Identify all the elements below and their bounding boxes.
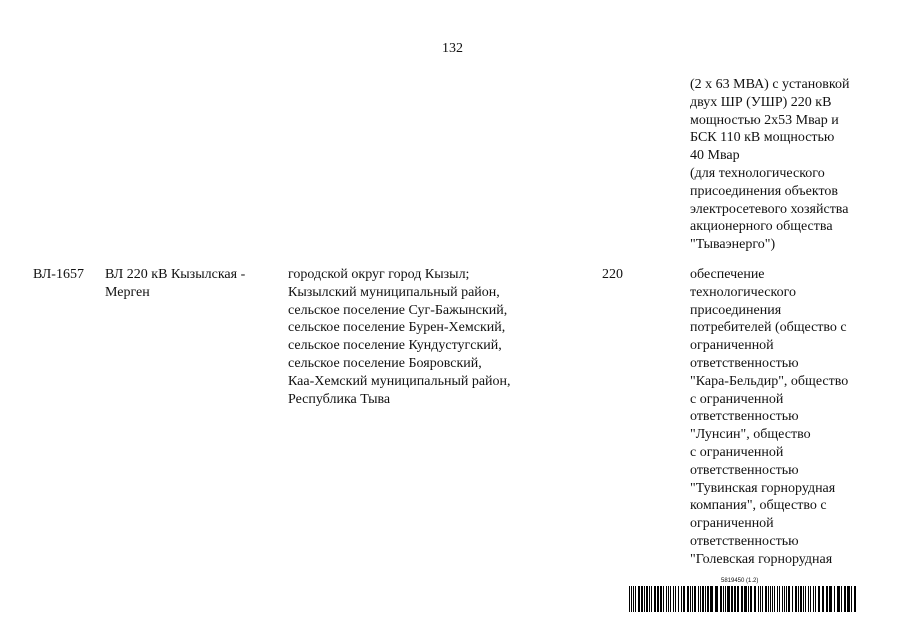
row-purpose-line: ответственностью [690,462,799,478]
row-voltage: 220 [602,267,623,282]
row-location-line: сельское поселение Бурен-Хемский, [288,320,506,336]
continued-description [690,76,880,254]
row-purpose-line: с ограниченной [690,444,784,460]
continued-description-line: мощностью 2х53 Мвар и [690,112,839,128]
barcode-bar [800,586,802,612]
continued-description-line: (2 x 63 МВА) с установкой [690,77,850,92]
barcode-bar [720,586,722,612]
barcode-bar [815,586,816,612]
barcode-bar [734,586,736,612]
barcode-bar [748,586,749,612]
barcode-bar [638,586,640,612]
barcode-bar [635,586,636,612]
barcode-bar [687,586,689,612]
row-purpose-line: ограниченной [690,338,774,354]
barcode-bar [844,586,846,612]
continued-description-line: двух ШР (УШР) 220 кВ [690,94,832,110]
barcode-bar [770,586,771,612]
barcode-bar [762,586,763,612]
barcode-bar [657,586,659,612]
row-location-line: сельское поселение Кундустугский, [288,338,502,354]
barcode-bar [758,586,759,612]
barcode-label: 5819450 (1.2) [721,578,759,584]
barcode-bar [668,586,669,612]
row-purpose-line: обеспечение [690,267,765,282]
barcode-bar [741,586,743,612]
row-purpose-line: "Голевская горнорудная [690,551,833,567]
barcode-bar [715,586,718,612]
row-purpose-line: ответственностью [690,409,799,425]
row-purpose-line: присоединения [690,302,782,318]
row-purpose-line: ограниченной [690,516,774,532]
row-purpose-line: потребителей (общество с [690,320,847,336]
barcode-bar [805,586,806,612]
barcode-bar [841,586,842,612]
barcode-bar [646,586,648,612]
row-name-line: ВЛ 220 кВ Кызылская - [105,267,246,282]
continued-description-line: акционерного общества [690,219,833,235]
row-purpose-line: "Лунсин", общество [690,427,811,443]
row-purpose-line: "Тувинская горнорудная [690,480,836,496]
row-location-line: Республика Тыва [288,391,391,407]
barcode-bar [847,586,850,612]
barcode-bar [633,586,634,612]
barcode-bar [723,586,724,612]
row-location-line: городской округ город Кызыл; [288,267,470,282]
barcode-bar [644,586,645,612]
barcode-bar [654,586,656,612]
barcode-bar [673,586,674,612]
barcode-bar [765,586,767,612]
barcode-bar [649,586,650,612]
barcode-bar [681,586,682,612]
barcode-bar [707,586,709,612]
barcode-bar [851,586,852,612]
barcode-bar [705,586,706,612]
barcode-bar [837,586,840,612]
barcode-bar [774,586,775,612]
barcode-bar [818,586,820,612]
barcode-bar [670,586,671,612]
barcode-bar [710,586,713,612]
barcode-bar [629,586,630,612]
row-purpose-line: технологического [690,284,796,300]
barcode-bar [777,586,778,612]
continued-description-line: 40 Мвар [690,148,740,164]
continued-description-line: электросетевого хозяйства [690,201,849,217]
row-location [288,266,548,408]
barcode-bar [784,586,785,612]
barcode-icon [629,586,859,612]
continued-description-line: "Тываэнерго") [690,237,776,253]
barcode-bar [792,586,793,612]
barcode-bar [744,586,747,612]
barcode-bar [772,586,773,612]
barcode-bar [651,586,652,612]
row-name-line: Мерген [105,284,150,300]
row-purpose-line: ответственностью [690,355,799,371]
row-purpose-line: с ограниченной [690,391,784,407]
barcode-bar [666,586,667,612]
continued-description-line: БСК 110 кВ мощностью [690,130,835,146]
row-code: ВЛ-1657 [33,267,84,282]
barcode-bar [675,586,676,612]
barcode-bar [786,586,787,612]
continued-description-line: (для технологического [690,165,825,181]
row-location-line: Кызылский муниципальный район, [288,284,500,300]
row-purpose-line: компания", общество с [690,498,827,514]
barcode-bar [690,586,691,612]
page-number: 132 [442,41,463,56]
row-location-line: сельское поселение Суг-Бажынский, [288,302,508,318]
barcode-bar [725,586,726,612]
continued-description-line: присоединения объектов [690,183,839,199]
barcode-bar [663,586,664,612]
barcode-bar [760,586,761,612]
barcode-bar [834,586,835,612]
barcode-bar [683,586,685,612]
barcode-bar [731,586,733,612]
barcode-bar [798,586,799,612]
barcode-bar [631,586,632,612]
barcode-bar [694,586,696,612]
row-purpose [690,266,880,569]
barcode-bar [641,586,643,612]
barcode-bar [829,586,832,612]
barcode-bar [660,586,662,612]
barcode-bar [813,586,814,612]
barcode-bar [768,586,769,612]
row-location-line: Каа-Хемский муниципальный район, [288,373,511,389]
barcode-bar [826,586,828,612]
barcode-bar [788,586,790,612]
row-purpose-line: ответственностью [690,533,799,549]
barcode-bar [854,586,856,612]
barcode-bar [808,586,809,612]
barcode-bar [678,586,679,612]
barcode-bar [754,586,756,612]
barcode-bar [803,586,804,612]
barcode-bar [795,586,797,612]
barcode-bar [737,586,739,612]
document-barcode [629,578,859,612]
barcode-bar [810,586,811,612]
row-name [105,266,275,302]
barcode-bar [822,586,824,612]
row-purpose-line: "Кара-Бельдир", общество [690,373,849,389]
barcode-bar [779,586,780,612]
barcode-bar [700,586,701,612]
barcode-bar [782,586,783,612]
barcode-bar [692,586,693,612]
barcode-bar [702,586,704,612]
barcode-bar [727,586,730,612]
barcode-bar [698,586,699,612]
barcode-bar [750,586,752,612]
row-location-line: сельское поселение Бояровский, [288,355,482,371]
